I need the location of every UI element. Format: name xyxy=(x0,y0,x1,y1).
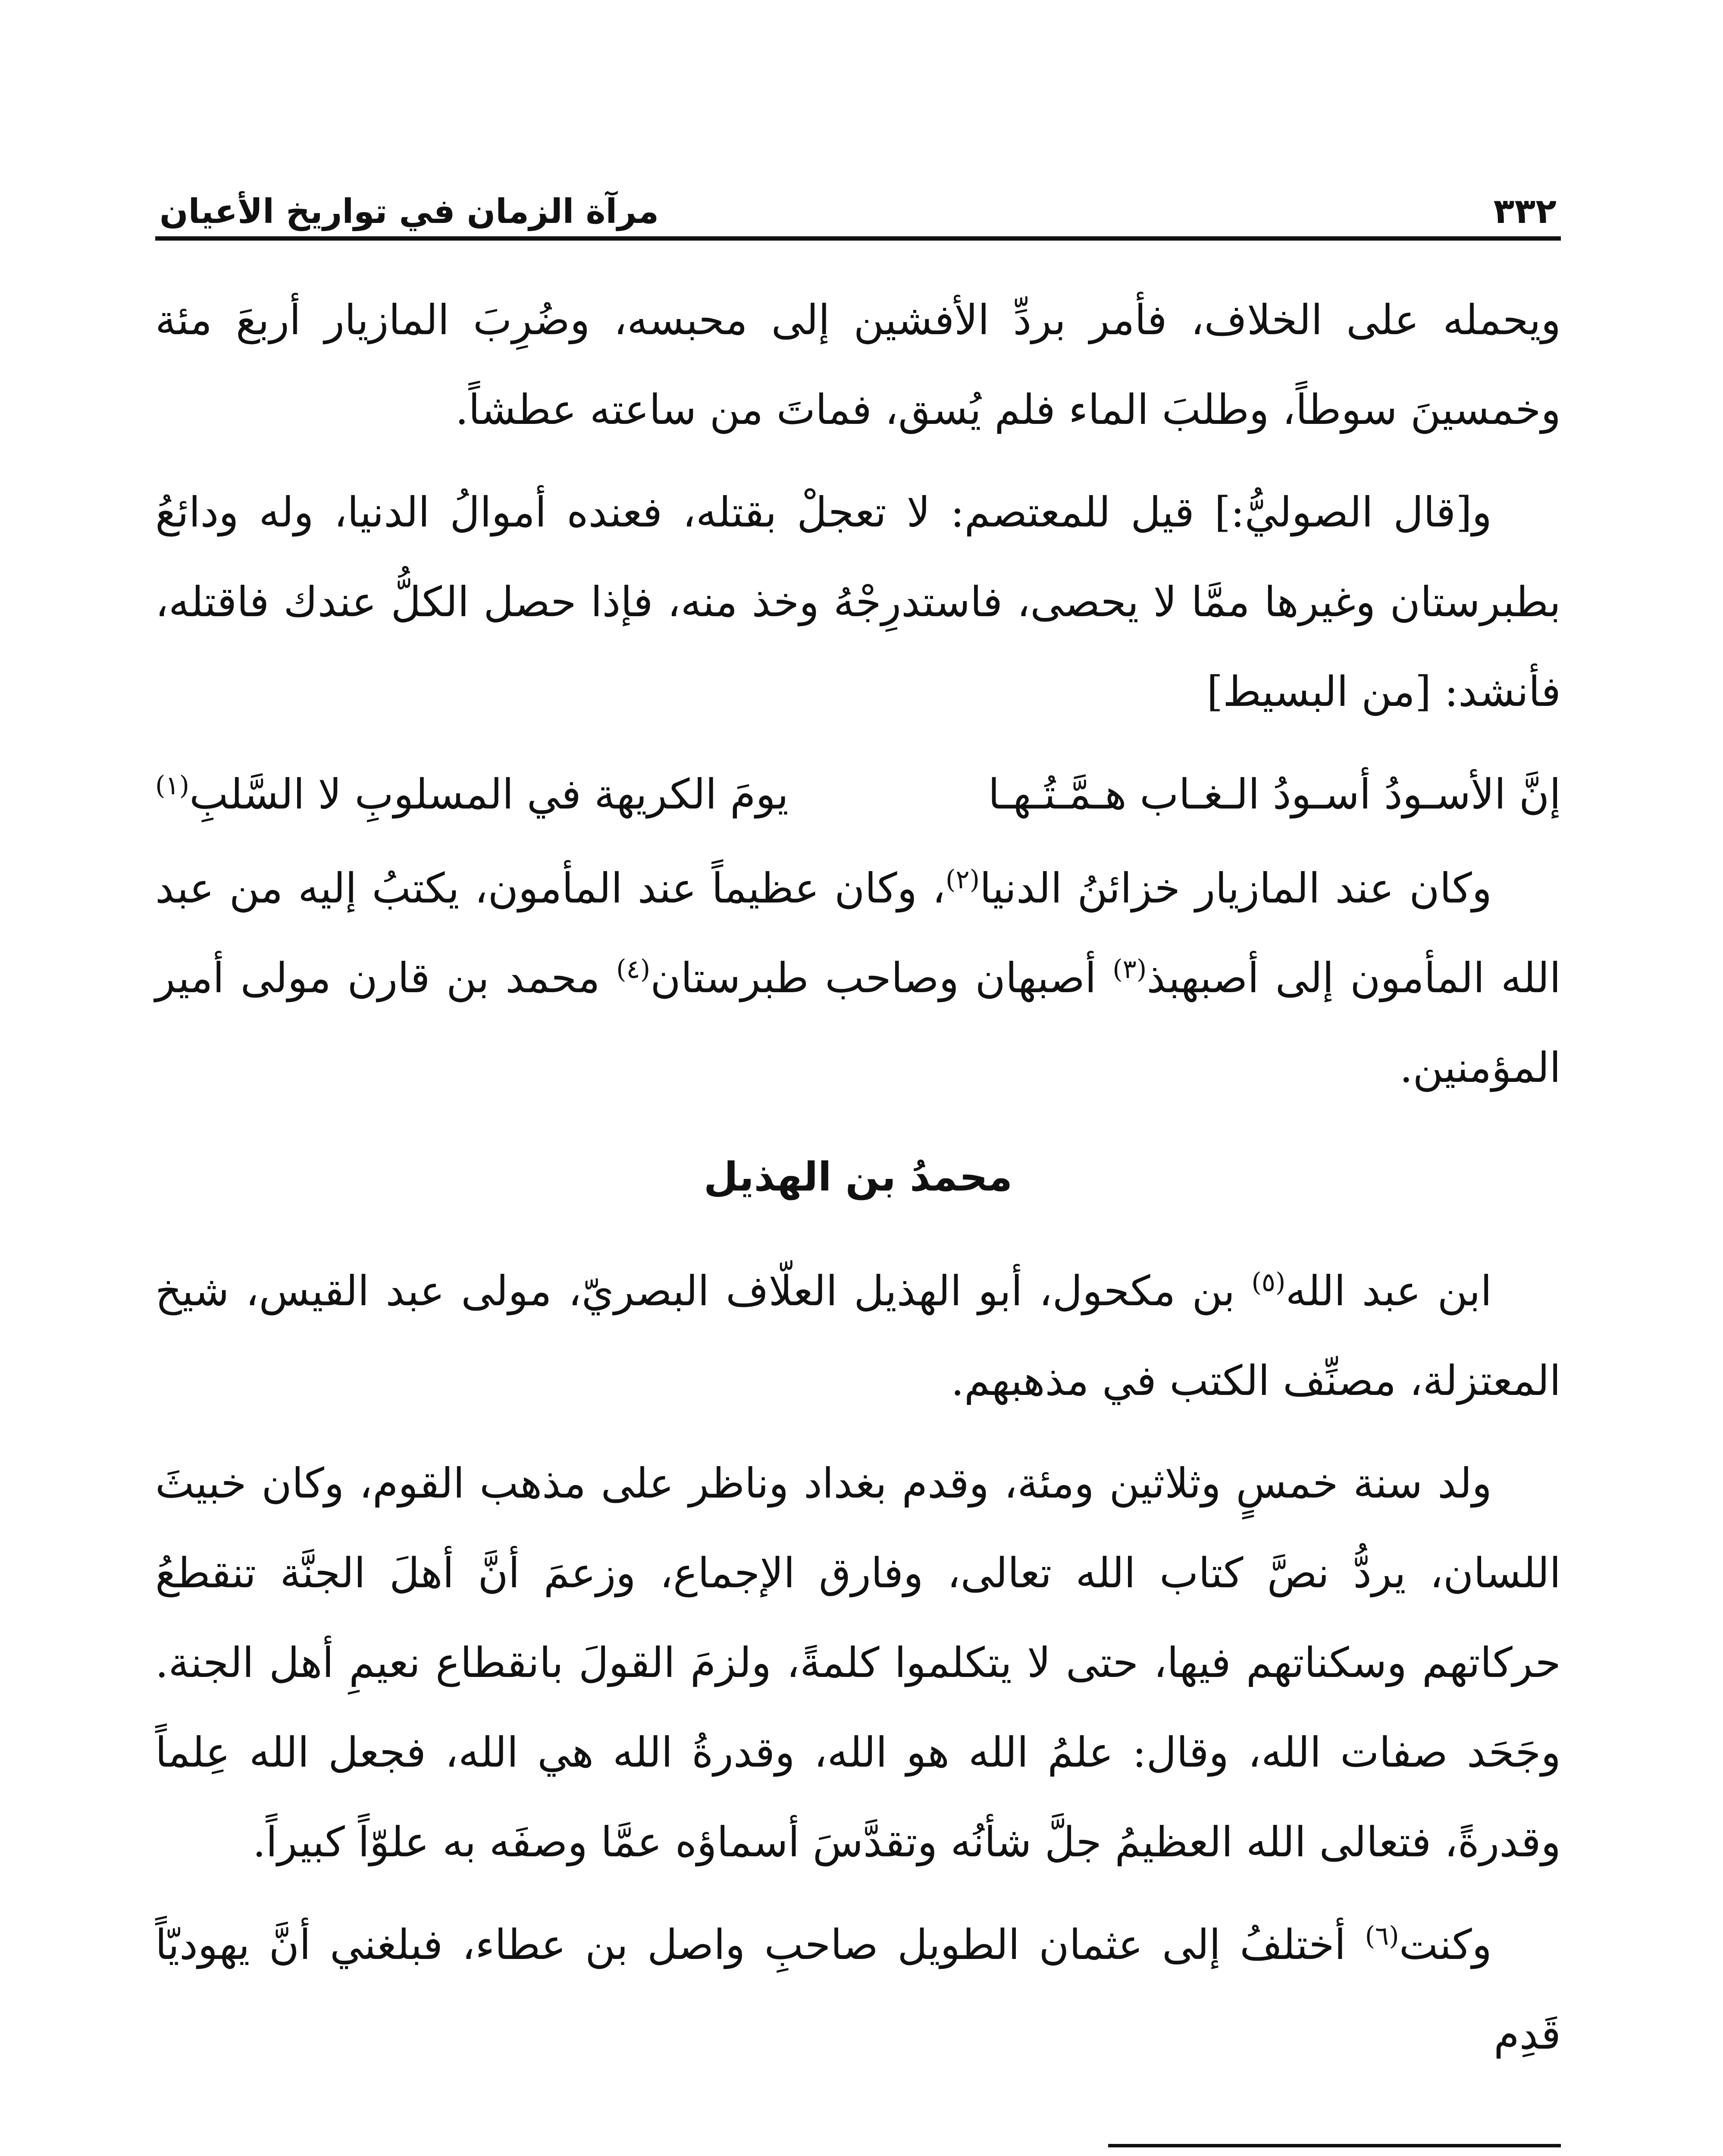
paragraph xyxy=(155,467,1561,736)
verse-second-hemistich xyxy=(155,749,789,839)
verse-second-hemistich-text: يومَ الكريهة في المسلوبِ لا السَّلبِ xyxy=(189,770,789,818)
footnote-marker: (٤) xyxy=(616,954,651,984)
paragraph-text: أختلفُ إلى عثمان الطويل صاحبِ واصل بن عطاء، فبلغني أنَّ يهوديّاً قَدِم xyxy=(155,1921,1561,2059)
paragraph-text: وكنت xyxy=(1399,1921,1492,1969)
paragraph xyxy=(155,843,1561,1112)
footnote-marker: (٥) xyxy=(1251,1267,1286,1297)
footnote-marker: (٢) xyxy=(946,865,980,895)
verse-first-hemistich: إنَّ الأسـودُ أسـودُ الـغـاب هـمَّـتُـهـا xyxy=(988,770,1561,818)
paragraph-text: محمد بن قارن مولى أمير المؤمنين. xyxy=(155,954,1561,1092)
paragraph-text: ويحمله على الخلاف، فأمر بردِّ الأفشين إلى محبسه، وضُرِبَ المازيار أربعَ مئة وخمسينَ سوطاً، وطلبَ الماء فلم يُسق، فماتَ من ساعته عطشاً. xyxy=(155,296,1561,434)
page-number: ٣٣٢ xyxy=(1493,191,1557,231)
section-title: محمدُ بن الهذيل xyxy=(703,1154,1013,1200)
paragraph-text: وكان عند المازيار خزائنُ الدنيا xyxy=(980,864,1492,912)
paragraph xyxy=(155,1900,1561,2079)
poem-verse xyxy=(155,749,1561,839)
paragraph-text: أصبهان وصاحب طبرستان xyxy=(650,954,1113,1002)
paragraph xyxy=(155,275,1561,454)
paragraph-text: و[قال الصوليُّ:] قيل للمعتصم: لا تعجلْ بقتله، فعنده أموالُ الدنيا، وله ودائعُ بطبرستان وغيرها ممَّا لا يحصى، فاستدرِجْهُ وخذ منه، فإذا حصل الكلُّ عندك فاقتله، فأنشد: [من البسيط] xyxy=(155,488,1561,716)
footnote-marker: (٦) xyxy=(1365,1921,1399,1951)
paragraph xyxy=(155,1246,1561,1426)
paragraph-text: ، وكان عظيماً عند المأمون، يكتبُ إليه من عبد الله المأمون إلى أصبهبذ xyxy=(155,864,1561,1002)
paragraph-text: ولد سنة خمسٍ وثلاثين ومئة، وقدم بغداد وناظر على مذهب القوم، وكان خبيثَ اللسان، يردُّ نصَّ كتاب الله تعالى، وفارق الإجماع، وزعمَ أنَّ أهلَ الجنَّة تنقطعُ حركاتهم وسكناتهم فيها، حتى لا يتكلموا كلمةً، ولزمَ القولَ بانقطاع نعيمِ أهل الجنة. وجَحَد صفات الله، وقال: علمُ الله هو الله، وقدرةُ الله هي الله، فجعل الله عِلماً وقدرةً، فتعالى الله العظيمُ جلَّ شأنُه وتقدَّسَ أسماؤه عمَّا وصفَه به علوّاً كبيراً. xyxy=(155,1459,1561,1866)
footnote-separator xyxy=(1108,2144,1561,2147)
book-title: مرآة الزمان في تواريخ الأعيان xyxy=(160,192,659,231)
running-header xyxy=(155,142,1561,241)
footnote-marker: (٣) xyxy=(1112,954,1147,984)
paragraph xyxy=(155,1438,1561,1887)
book-page xyxy=(155,142,1561,2156)
main-text xyxy=(155,275,1561,2079)
paragraph-text: بن مكحول، أبو الهذيل العلّاف البصريّ، مولى عبد القيس، شيخ المعتزلة، مصنِّف الكتب في مذهبهم. xyxy=(155,1267,1561,1405)
paragraph-text: ابن عبد الله xyxy=(1285,1267,1492,1315)
footnote-marker: (١) xyxy=(155,771,190,801)
